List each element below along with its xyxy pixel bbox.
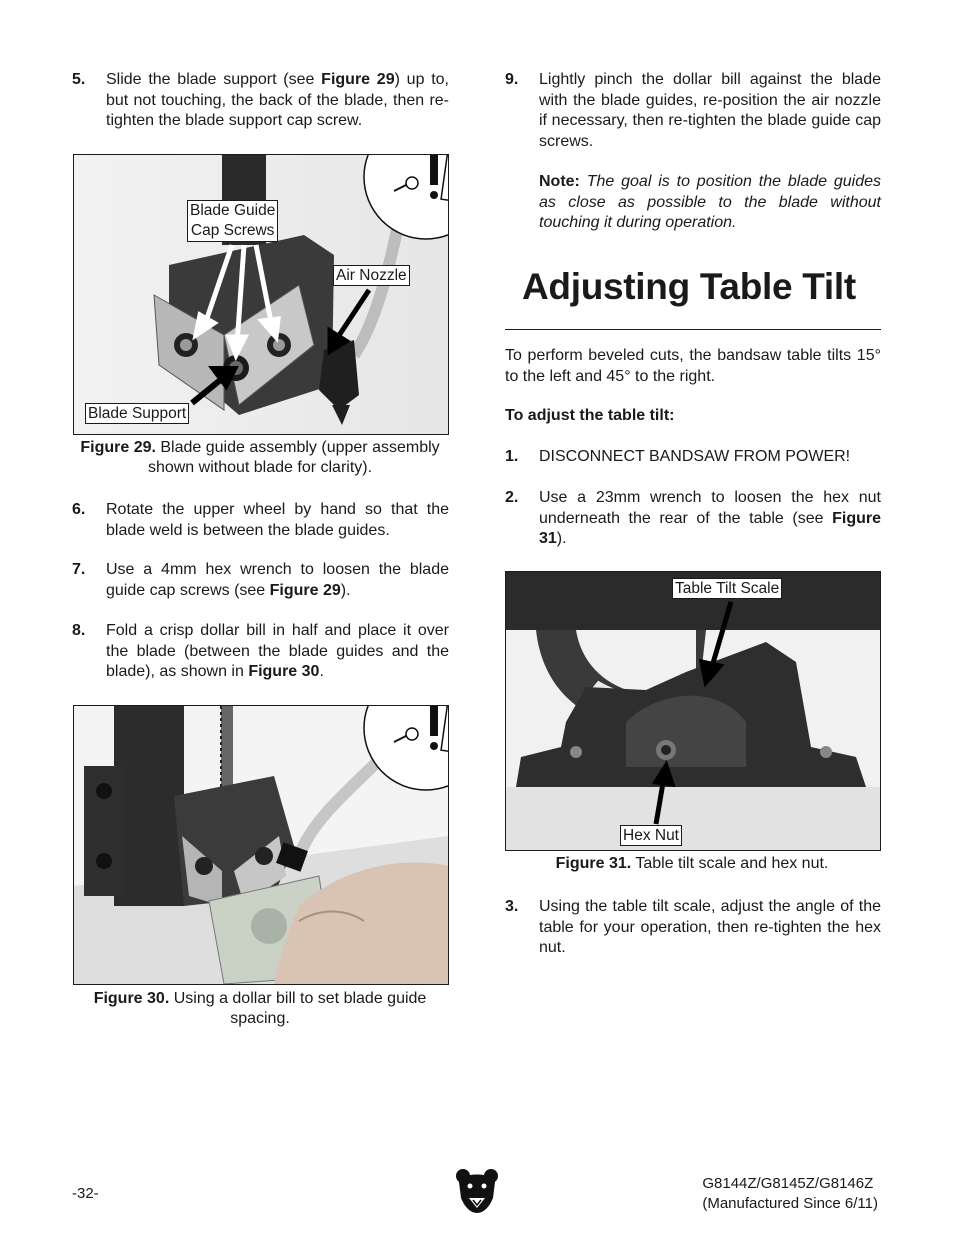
step-5: 5. Slide the blade support (see Figure 29) up to, but not touching, the back of the blade, then re-tighten the blade support cap screw. [72, 71, 450, 129]
figure-31-image [505, 571, 881, 851]
figure-30-caption: Figure 30. Using a dollar bill to set blade guide spacing. [93, 990, 427, 1027]
figure-30-image [73, 705, 449, 985]
callout-table-tilt-scale: Table Tilt Scale [672, 578, 782, 599]
step-3: 3. Using the table tilt scale, adjust the angle of the table for your operation, then re-tighten the hex nut. [505, 898, 881, 956]
step-2: 2. Use a 23mm wrench to loosen the hex nut underneath the rear of the table (see Figure 31). [505, 489, 881, 547]
step-6: 6. Rotate the upper wheel by hand so that the blade weld is between the blade guides. [72, 501, 449, 539]
intro-paragraph: To perform beveled cuts, the bandsaw table tilts 15° to the left and 45° to the right. [505, 347, 881, 385]
section-heading: Adjusting Table Tilt [522, 266, 856, 307]
subheading: To adjust the table tilt: [505, 407, 675, 424]
step-7: 7. Use a 4mm hex wrench to loosen the blade guide cap screws (see Figure 29). [72, 561, 449, 599]
model-info: G8144Z/G8145Z/G8146Z (Manufactured Since 6/11) [702, 1175, 878, 1212]
step-9: 9. Lightly pinch the dollar bill against the blade with the blade guides, re-position the air nozzle if necessary, then re-tighten the blade guide cap screws. [505, 71, 881, 150]
figure-31-caption: Figure 31. Table tilt scale and hex nut. [555, 855, 829, 872]
note: Note: The goal is to position the blade guides as close as possible to the blade without touching it during operation. [539, 173, 881, 231]
grizzly-bear-logo-icon [455, 1168, 499, 1214]
step-8: 8. Fold a crisp dollar bill in half and place it over the blade (between the blade guides and the blade), as shown in Figure 30. [72, 622, 449, 680]
heading-divider [505, 329, 881, 330]
page-number: -32- [72, 1185, 99, 1202]
step-1: 1. DISCONNECT BANDSAW FROM POWER! [505, 448, 851, 465]
disconnect-power-warning-icon [378, 155, 448, 225]
callout-blade-support: Blade Support [85, 403, 189, 424]
figure-29-caption: Figure 29. Blade guide assembly (upper assembly shown without blade for clarity). [80, 439, 440, 476]
callout-blade-guide-cap-screws: Blade Guide Cap Screws [187, 200, 278, 242]
callout-air-nozzle: Air Nozzle [333, 265, 410, 286]
callout-hex-nut: Hex Nut [620, 825, 682, 846]
figure-29-image [73, 154, 449, 435]
